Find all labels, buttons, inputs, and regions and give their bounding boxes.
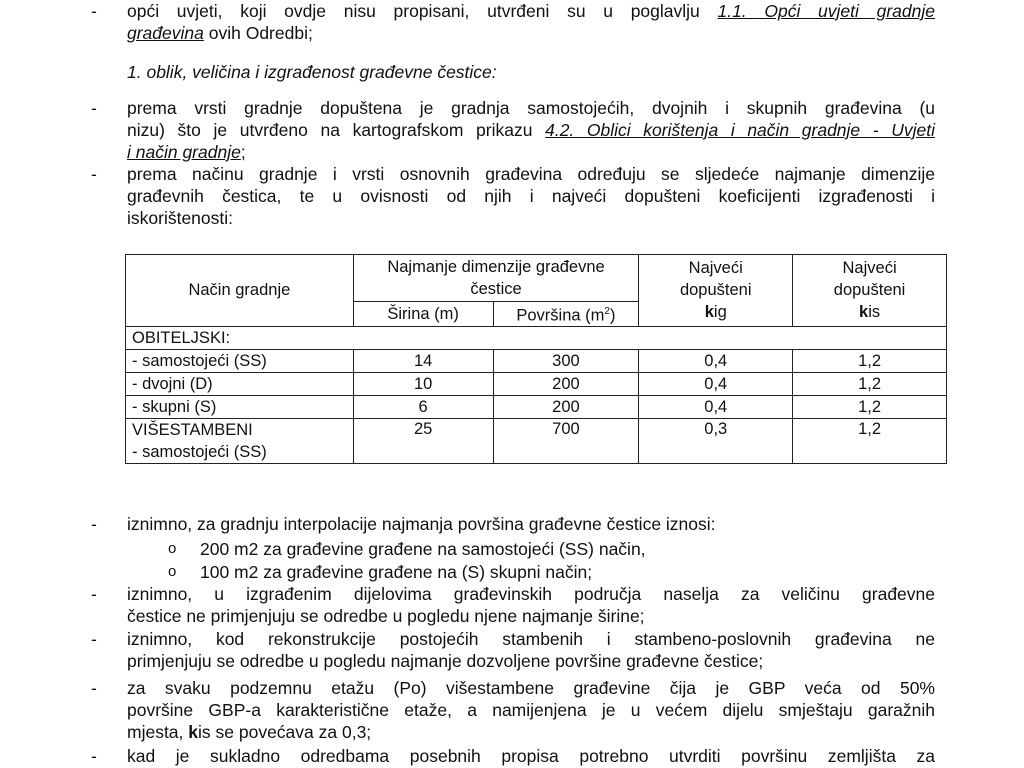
- row-name-visestambeni: VIŠESTAMBENI - samostojeći (SS): [126, 418, 354, 463]
- paragraph-line: nizu) što je utvrđeno na kartografskom prikazu 4.2. Oblici korištenja i način gradnje - Uvjeti: [127, 120, 935, 140]
- row-kig: 0,4: [639, 395, 793, 418]
- header-nacin-gradnje: Način gradnje: [126, 255, 354, 327]
- table-row: [126, 349, 947, 372]
- row-kig: 0,4: [639, 372, 793, 395]
- paragraph-line: primjenjuju se odredbe u pogledu najmanje dozvoljene površine građevne čestice;: [127, 651, 764, 671]
- list-circle: o: [168, 563, 177, 580]
- sub-list-item: 100 m2 za građevine građene na (S) skupni način;: [200, 562, 593, 582]
- row-kig: 0,4: [639, 349, 793, 372]
- header-dimensions: Najmanje dimenzije građevne čestice: [353, 255, 639, 302]
- row-sirina: 6: [353, 395, 493, 418]
- row-sirina: 10: [353, 372, 493, 395]
- paragraph-line: mjesta, kis se povećava za 0,3;: [127, 722, 372, 742]
- list-dash: -: [91, 629, 97, 649]
- paragraph-line: kad je sukladno odredbama posebnih propisa potrebno utvrditi površinu zemljišta za: [127, 746, 935, 766]
- row-kis: 1,2: [793, 418, 947, 463]
- list-dash: -: [91, 98, 97, 118]
- table-header-row: [126, 255, 947, 302]
- row-name: - dvojni (D): [126, 372, 354, 395]
- row-name: - samostojeći (SS): [126, 349, 354, 372]
- paragraph-line: iznimno, za gradnju interpolacije najmanja površina građevne čestice iznosi:: [127, 514, 716, 534]
- group-obiteljski: OBITELJSKI:: [126, 326, 947, 349]
- row-kis: 1,2: [793, 395, 947, 418]
- row-name: - skupni (S): [126, 395, 354, 418]
- paragraph-line: opći uvjeti, koji ovdje nisu propisani, utvrđeni su u poglavlju 1.1. Opći uvjeti gradnje: [127, 1, 935, 21]
- row-povrsina: 200: [493, 395, 639, 418]
- paragraph-line: prema načinu gradnje i vrsti osnovnih građevina određuju se sljedeće najmanje dimenzije: [127, 164, 935, 184]
- paragraph-line: površine GBP-a karakteristične etaže, a namijenjena je u većem dijelu smještaju garažnih: [127, 700, 935, 720]
- header-kig: Najveći dopušteni kig: [639, 255, 793, 327]
- section-heading: 1. oblik, veličina i izgrađenost građevne čestice:: [127, 62, 497, 82]
- row-povrsina: 200: [493, 372, 639, 395]
- table-group-row: [126, 326, 947, 349]
- paragraph-line: iznimno, u izgrađenim dijelovima građevinskih područja naselja za veličinu građevne: [127, 584, 935, 604]
- row-povrsina: 700: [493, 418, 639, 463]
- paragraph-line: iznimno, kod rekonstrukcije postojećih stambenih i stambeno-poslovnih građevina ne: [127, 629, 935, 649]
- paragraph-line: građevina ovih Odredbi;: [127, 23, 313, 43]
- row-sirina: 14: [353, 349, 493, 372]
- plot-dimensions-table: [125, 254, 947, 464]
- table-row: [126, 372, 947, 395]
- paragraph-line: i način gradnje;: [127, 142, 246, 162]
- row-kis: 1,2: [793, 372, 947, 395]
- list-dash: -: [91, 1, 97, 21]
- list-dash: -: [91, 514, 97, 534]
- row-povrsina: 300: [493, 349, 639, 372]
- paragraph-line: za svaku podzemnu etažu (Po) višestambene građevine čija je GBP veća od 50%: [127, 678, 935, 698]
- list-dash: -: [91, 678, 97, 698]
- paragraph-line: iskorištenosti:: [127, 208, 234, 228]
- paragraph-line: čestice ne primjenjuju se odredbe u pogledu njene najmanje širine;: [127, 606, 645, 626]
- list-dash: -: [91, 584, 97, 604]
- table-row: [126, 395, 947, 418]
- row-sirina: 25: [353, 418, 493, 463]
- paragraph-line: građevnih čestica, te u ovisnosti od njih i najveći dopušteni koeficijenti izgrađenosti i: [127, 186, 935, 206]
- list-circle: o: [168, 540, 177, 557]
- row-kis: 1,2: [793, 349, 947, 372]
- sub-list-item: 200 m2 za građevine građene na samostojeći (SS) način,: [200, 539, 646, 559]
- list-dash: -: [91, 164, 97, 184]
- header-kis: Najveći dopušteni kis: [793, 255, 947, 327]
- header-povrsina: Površina $(m^2)$: [493, 302, 639, 327]
- table-row: [126, 418, 947, 463]
- row-kig: 0,3: [639, 418, 793, 463]
- paragraph-line: prema vrsti gradnje dopuštena je gradnja samostojećih, dvojnih i skupnih građevina (u: [127, 98, 935, 118]
- header-sirina: Širina (m): [353, 302, 493, 327]
- list-dash: -: [91, 746, 97, 766]
